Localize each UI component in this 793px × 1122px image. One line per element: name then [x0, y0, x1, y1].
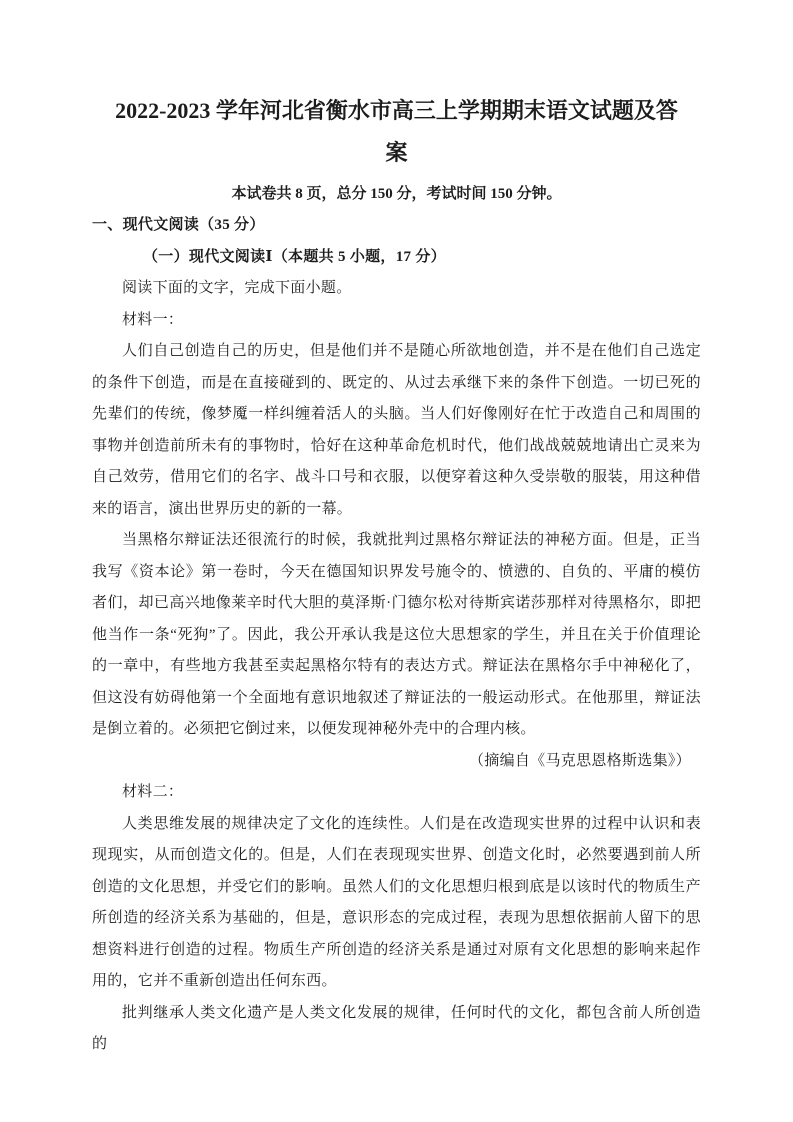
section-heading: 一、现代文阅读（35 分） [92, 217, 265, 233]
subsection-heading: （一）现代文阅读Ⅰ（本题共 5 小题，17 分） [143, 248, 446, 265]
material-one-paragraph-1: 人们自己创造自己的历史，但是他们并不是随心所欲地创造，并不是在他们自己选定的条件下创造，而是在直接碰到的、既定的、从过去承继下来的条件下创造。一切已死的先辈们的传统，像梦魇一样纠缠着活人的头脑。当人们好像刚好在忙于改造自己和周围的事物并创造前所未有的事物时，恰好在这种革命危机时代，他们战战兢兢地请出亡灵来为自己效劳，借用它们的名字、战斗口号和衣服，以便穿着这种久受崇敬的服装，用这种借来的语言，演出世界历史的新的一幕。 [92, 343, 701, 517]
material-one-paragraph-2: 当黑格尔辩证法还很流行的时候，我就批判过黑格尔辩证法的神秘方面。但是，正当我写《资本论》第一卷时，今天在德国知识界发号施令的、愤懑的、自负的、平庸的模仿者们，却已高兴地像莱辛时代大胆的莫泽斯·门德尔松对待斯宾诺莎那样对待黑格尔，即把他当作一条“死狗”了。因此，我公开承认我是这位大思想家的学生，并且在关于价值理论的一章中，有些地方我甚至卖起黑格尔特有的表达方式。辩证法在黑格尔手中神秘化了，但这没有妨碍他第一个全面地有意识地叙述了辩证法的一般运动形式。在他那里，辩证法是倒立着的。必须把它倒过来，以便发现神秘外壳中的合理内核。 [92, 532, 701, 737]
material-two-paragraph-2: 批判继承人类文化遗产是人类文化发展的规律，任何时代的文化，都包含前人所创造的 [92, 1004, 701, 1052]
reading-instruction: 阅读下面的文字，完成下面小题。 [122, 280, 352, 296]
document-title: 2022-2023 学年河北省衡水市高三上学期期末语文试题及答案 [115, 98, 678, 165]
material-one-label: 材料一： [122, 311, 184, 328]
document-body [92, 210, 701, 1061]
material-one-source: （摘编自《马克思恩格斯选集》） [468, 752, 691, 769]
exam-info: 本试卷共 8 页，总分 150 分，考试时间 150 分钟。 [231, 186, 562, 202]
material-two-label: 材料二： [122, 784, 184, 800]
material-two-paragraph-1: 人类思维发展的规律决定了文化的连续性。人们是在改造现实世界的过程中认识和表现现实，从而创造文化的。但是，人们在表现现实世界、创造文化时，必然要遇到前人所创造的文化思想，并受它们的影响。虽然人们的文化思想归根到底是以该时代的物质生产所创造的经济关系为基础的，但是，意识形态的完成过程，表现为思想依据前人留下的思想资料进行创造的过程。物质生产所创造的经济关系是通过对原有文化思想的影响来起作用的，它并不重新创造出任何东西。 [92, 815, 701, 989]
